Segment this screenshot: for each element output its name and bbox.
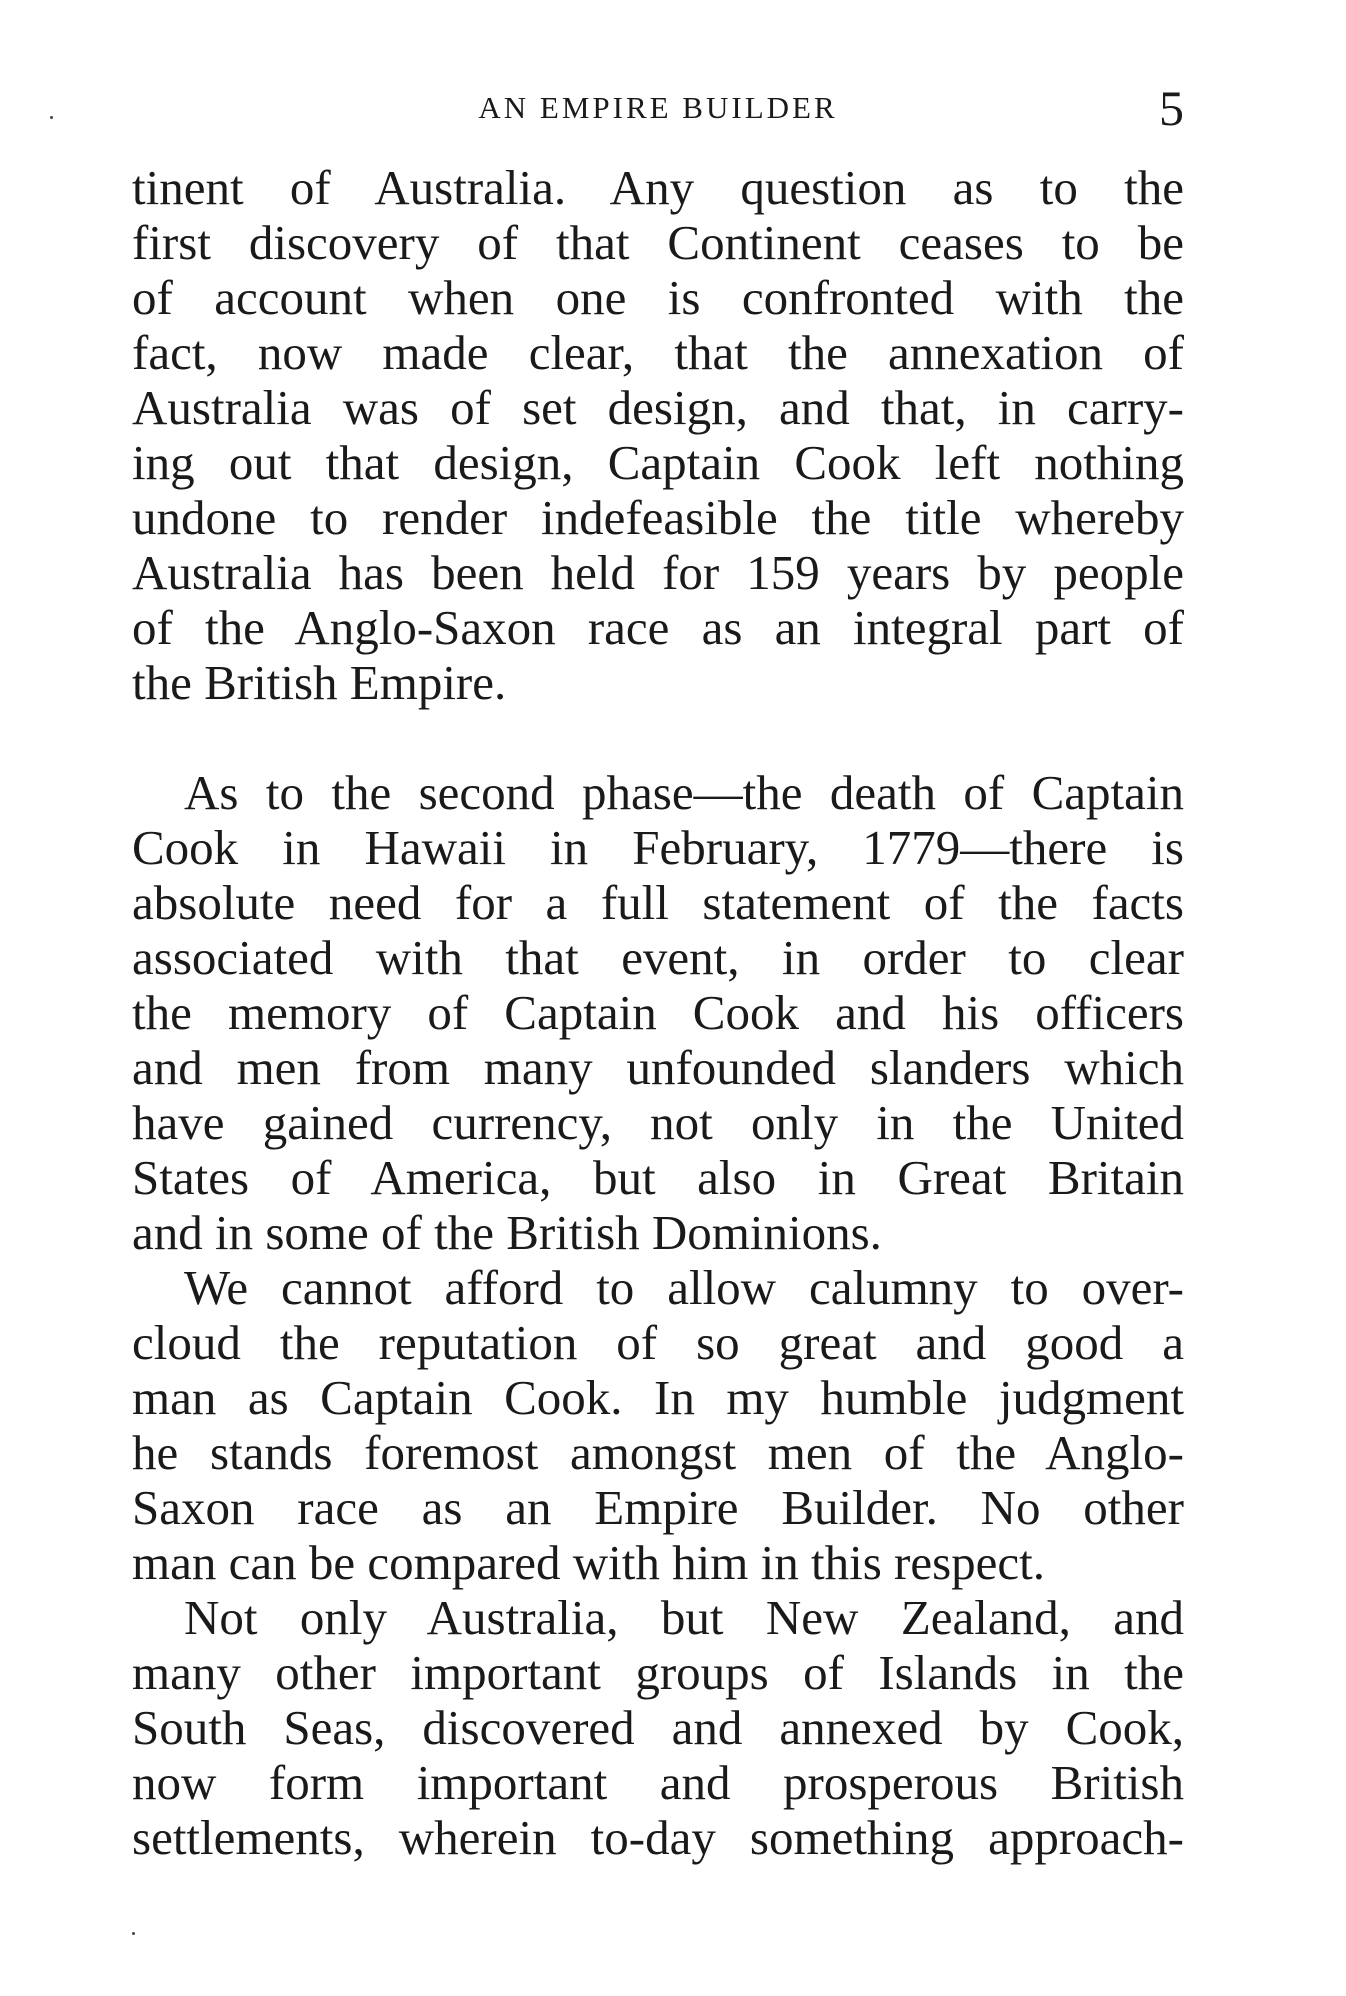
paragraph-4 (132, 1590, 1184, 1865)
text-line: fact, now made clear, that the annexation of (132, 325, 1184, 380)
text-line: many other important groups of Islands in the (132, 1645, 1184, 1700)
text-line: settlements, wherein to-day something approach- (132, 1810, 1184, 1865)
paragraph-2 (132, 765, 1184, 1260)
text-line: now form important and prosperous British (132, 1755, 1184, 1810)
text-line: and men from many unfounded slanders which (132, 1040, 1184, 1095)
text-line: South Seas, discovered and annexed by Cook, (132, 1700, 1184, 1755)
text-line: man as Captain Cook. In my humble judgment (132, 1370, 1184, 1425)
text-line: of account when one is confronted with the (132, 270, 1184, 325)
text-line: and in some of the British Dominions. (132, 1205, 882, 1260)
text-line: Saxon race as an Empire Builder. No other (132, 1480, 1184, 1535)
page-number: 5 (1159, 80, 1184, 136)
text-line: States of America, but also in Great Britain (132, 1150, 1184, 1205)
text-line: ing out that design, Captain Cook left nothing (132, 435, 1184, 490)
text-line: Australia was of set design, and that, in carry- (132, 380, 1184, 435)
text-line: Not only Australia, but New Zealand, and (184, 1590, 1184, 1645)
paragraph-3 (132, 1260, 1184, 1590)
text-line: As to the second phase—the death of Captain (184, 765, 1184, 820)
page-body (132, 160, 1184, 1865)
text-line: have gained currency, not only in the United (132, 1095, 1184, 1150)
paragraph-1 (132, 160, 1184, 710)
text-line: first discovery of that Continent ceases to be (132, 215, 1184, 270)
text-line: Australia has been held for 159 years by people (132, 545, 1184, 600)
scan-speck (50, 116, 53, 119)
text-line: cloud the reputation of so great and good a (132, 1315, 1184, 1370)
running-head: AN EMPIRE BUILDER (478, 90, 838, 125)
scan-speck (132, 1932, 135, 1935)
text-line: he stands foremost amongst men of the Anglo- (132, 1425, 1184, 1480)
page-header (132, 80, 1184, 146)
text-line: the memory of Captain Cook and his officers (132, 985, 1184, 1040)
text-line: undone to render indefeasible the title whereby (132, 490, 1184, 545)
text-line: man can be compared with him in this respect. (132, 1535, 1046, 1590)
text-line: We cannot afford to allow calumny to over- (184, 1260, 1184, 1315)
text-line: tinent of Australia. Any question as to the (132, 160, 1184, 215)
text-line: absolute need for a full statement of the facts (132, 875, 1184, 930)
text-line: associated with that event, in order to clear (132, 930, 1184, 985)
text-line: of the Anglo-Saxon race as an integral part of (132, 600, 1184, 655)
text-line: Cook in Hawaii in February, 1779—there is (132, 820, 1184, 875)
text-line: the British Empire. (132, 655, 507, 710)
